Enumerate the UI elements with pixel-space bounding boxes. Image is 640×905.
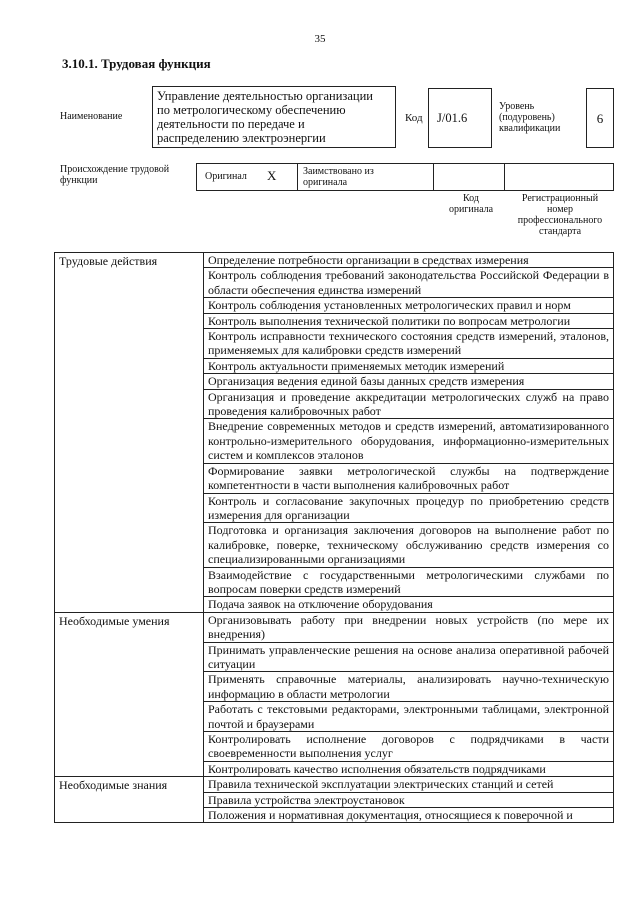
category-cell: Необходимые знания — [55, 777, 204, 823]
list-item: Контролировать качество исполнения обязательств подрядчиками — [208, 761, 546, 776]
list-item: Контроль соблюдения требований законодательства Российской Федерации в области обеспечения единства измерений — [204, 268, 613, 298]
list-item: Контроль актуальности применяемых методик измерений — [204, 359, 613, 374]
origin-label-line: Происхождение трудовой — [60, 164, 170, 175]
category-cell: Трудовые действия — [55, 253, 204, 613]
name-label: Наименование — [60, 111, 123, 122]
code-value-box — [428, 88, 492, 148]
level-value: 6 — [596, 111, 604, 126]
reg-number-caption — [506, 193, 614, 237]
list-item: Контроль исправности технического состояния средств измерений, эталонов, применяемых для калибровки средств измерений — [204, 329, 613, 359]
borrowed-label-line: оригинала — [303, 177, 348, 188]
table-section-row — [55, 777, 614, 823]
function-name-line: распределению электроэнергии — [157, 131, 326, 145]
function-name-line: деятельности по передаче и — [157, 117, 305, 131]
caption-line: профессионального — [517, 215, 603, 226]
labor-actions-table — [54, 252, 614, 823]
category-cell: Необходимые умения — [55, 612, 204, 776]
function-name-line: по метрологическому обеспечению — [157, 103, 346, 117]
list-item: Подготовка и организация заключения договоров на выполнение работ по калибровке, поверке, техническому обслуживанию средств измерения со специализированными организациями — [204, 523, 613, 567]
level-label-line: квалификации — [499, 123, 561, 134]
code-original-caption — [436, 193, 506, 215]
list-item: Принимать управленческие решения на основе анализа оперативной рабочей ситуации — [204, 643, 613, 673]
origin-row — [196, 163, 614, 191]
origin-label — [60, 164, 169, 186]
table-section-row — [55, 612, 614, 776]
borrowed-label — [303, 166, 374, 188]
list-item: Взаимодействие с государственными метрологическими службами по вопросам поверки средств измерений — [204, 568, 613, 598]
items-cell — [204, 612, 614, 776]
list-item: Работать с текстовыми редакторами, электронными таблицами, электронной почтой и браузерами — [204, 702, 613, 732]
original-label: Оригинал — [205, 171, 247, 182]
code-value: J/01.6 — [437, 111, 468, 125]
list-item: Положения и нормативная документация, относящиеся к поверочной и — [208, 808, 573, 823]
table-section-row — [55, 253, 614, 613]
caption-line: Регистрационный — [521, 193, 599, 204]
list-item: Внедрение современных методов и средств измерений, автоматизированного контрольно-измерительного оборудования, информационно-измерительных систем и комплексов эталонов — [204, 419, 613, 463]
caption-line: номер — [547, 204, 573, 215]
list-item: Контроль соблюдения установленных метрологических правил и норм — [204, 298, 613, 313]
items-cell — [204, 253, 614, 613]
function-name-line: Управление деятельностью организации — [157, 89, 373, 103]
original-code-cell — [433, 164, 505, 190]
list-item: Правила технической эксплуатации электрических станций и сетей — [204, 777, 613, 792]
list-item: Организовывать работу при внедрении новых устройств (по мере их внедрения) — [204, 613, 613, 643]
origin-label-line: функции — [60, 175, 98, 186]
level-label-line: (подуровень) — [499, 112, 555, 123]
list-item: Формирование заявки метрологической службы на подтверждение компетентности в части выполнения калибровочных работ — [204, 464, 613, 494]
original-mark: X — [267, 168, 277, 183]
list-item: Контроль выполнения технической политики по вопросам метрологии — [204, 314, 613, 329]
level-label — [499, 101, 560, 134]
caption-line: оригинала — [448, 204, 494, 215]
level-label-line: Уровень — [499, 101, 535, 112]
list-item: Контролировать исполнение договоров с подрядчиками в части своевременности выполнения услуг — [204, 732, 613, 762]
code-label: Код — [405, 112, 423, 124]
list-item: Применять справочные материалы, анализировать научно-техническую информацию в области метрологии — [204, 672, 613, 702]
list-item: Организация и проведение аккредитации метрологических служб на право проведения калибровочных работ — [204, 390, 613, 420]
function-name-box — [152, 86, 396, 148]
list-item: Определение потребности организации в средствах измерения — [204, 253, 613, 268]
section-title: 3.10.1. Трудовая функция — [62, 56, 211, 71]
level-value-box — [586, 88, 614, 148]
list-item: Организация ведения единой базы данных средств измерения — [204, 374, 613, 389]
caption-line: Код — [463, 193, 479, 204]
items-cell — [204, 777, 614, 823]
list-item: Правила устройства электроустановок — [204, 793, 613, 808]
caption-line: стандарта — [538, 226, 582, 237]
list-item: Контроль и согласование закупочных процедур по приобретению средств измерения для организации — [204, 494, 613, 524]
borrowed-label-line: Заимствовано из — [303, 166, 374, 177]
list-item: Подача заявок на отключение оборудования — [208, 597, 433, 612]
page-number: 35 — [314, 33, 326, 45]
origin-original-cell — [197, 164, 298, 190]
